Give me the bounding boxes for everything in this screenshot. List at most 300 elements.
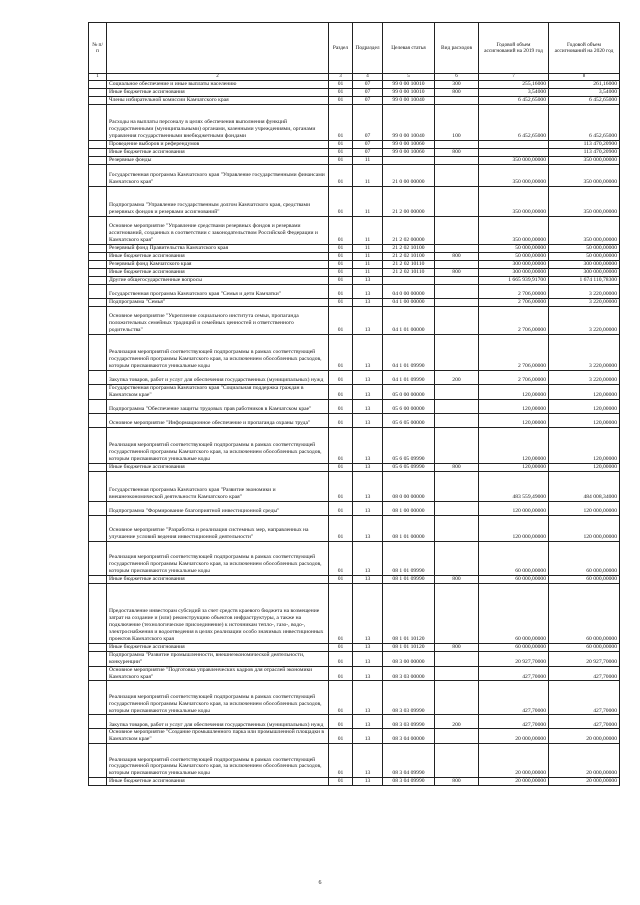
amount-2020-cell: 20 000,00000 xyxy=(549,729,620,744)
expense-type-cell: 800 xyxy=(435,575,479,583)
table-row xyxy=(89,245,620,253)
expense-type-cell xyxy=(435,261,479,269)
row-num-cell xyxy=(89,651,107,666)
target-article-cell: 21 2 02 10100 xyxy=(383,253,435,261)
amount-2020-cell: 20 000,00000 xyxy=(549,778,620,786)
table-row xyxy=(89,253,620,261)
podrazdel-cell: 07 xyxy=(353,89,383,97)
row-name-cell: Проведение выборов и референдумов xyxy=(107,141,329,149)
razdel-cell: 01 xyxy=(329,427,353,463)
podrazdel-cell: 13 xyxy=(353,307,383,335)
row-name-cell: Иные бюджетные ассигнования xyxy=(107,253,329,261)
amount-2020-cell: 20 000,00000 xyxy=(549,744,620,778)
target-article-cell: 08 1 01 10120 xyxy=(383,583,435,643)
amount-2020-cell: 3 220,00000 xyxy=(549,307,620,335)
column-index: 4 xyxy=(353,74,383,81)
column-index: 8 xyxy=(549,74,620,81)
expense-type-cell: 800 xyxy=(435,463,479,471)
row-num-cell xyxy=(89,157,107,165)
amount-2019-cell: 350 000,00000 xyxy=(479,187,549,217)
table-row xyxy=(89,541,620,575)
row-num-cell xyxy=(89,575,107,583)
podrazdel-cell: 13 xyxy=(353,399,383,413)
razdel-cell: 01 xyxy=(329,666,353,681)
row-num-cell xyxy=(89,187,107,217)
table-row xyxy=(89,157,620,165)
target-article-cell: 08 3 03 09990 xyxy=(383,715,435,729)
amount-2020-cell: 113 470,20900 xyxy=(549,141,620,149)
header-2019: Годовой объем ассигнований на 2019 год xyxy=(479,23,549,74)
row-num-cell xyxy=(89,666,107,681)
amount-2020-cell: 120,00000 xyxy=(549,399,620,413)
razdel-cell: 01 xyxy=(329,187,353,217)
amount-2019-cell: 120,00000 xyxy=(479,399,549,413)
row-name-cell: Основное мероприятие "Информационное обеспечение и пропаганда охраны труда" xyxy=(107,413,329,427)
row-name-cell: Реализация мероприятий соответствующей подпрограммы в рамках соответствующей государственной программы Камчатского края, за исключением обособленных расходов, которым присваиваются уникальные коды xyxy=(107,681,329,715)
row-name-cell: Реализация мероприятий соответствующей подпрограммы в рамках соответствующей государственной программы Камчатского края, за исключением обособленных расходов, которым присваиваются уникальные коды xyxy=(107,541,329,575)
expense-type-cell: 800 xyxy=(435,643,479,651)
amount-2020-cell: 120 000,00000 xyxy=(549,501,620,515)
amount-2019-cell: 120,00000 xyxy=(479,463,549,471)
table-row xyxy=(89,141,620,149)
amount-2019-cell: 350 000,00000 xyxy=(479,165,549,187)
target-article-cell: 21 2 02 00000 xyxy=(383,217,435,245)
amount-2020-cell: 3 220,00000 xyxy=(549,285,620,299)
header-vr: Вид расходов xyxy=(435,23,479,74)
amount-2020-cell: 3 220,00000 xyxy=(549,371,620,385)
row-num-cell xyxy=(89,245,107,253)
row-num-cell xyxy=(89,541,107,575)
razdel-cell: 01 xyxy=(329,277,353,285)
table-row xyxy=(89,715,620,729)
page-number: 6 xyxy=(318,880,322,886)
razdel-cell: 01 xyxy=(329,778,353,786)
row-name-cell: Другие общегосударственные вопросы xyxy=(107,277,329,285)
target-article-cell: 21 2 02 10110 xyxy=(383,269,435,277)
row-name-cell: Реализация мероприятий соответствующей подпрограммы в рамках соответствующей государственной программы Камчатского края, за исключением обособленных расходов, которым присваиваются уникальные коды xyxy=(107,427,329,463)
target-article-cell: 05 0 00 00000 xyxy=(383,385,435,400)
row-name-cell: Члены избирательной комиссии Камчатского края xyxy=(107,97,329,105)
amount-2020-cell: 6 452,65000 xyxy=(549,105,620,141)
row-num-cell xyxy=(89,413,107,427)
target-article-cell: 04 1 01 09990 xyxy=(383,371,435,385)
column-index-row xyxy=(89,74,620,81)
amount-2019-cell: 2 706,00000 xyxy=(479,335,549,371)
podrazdel-cell: 11 xyxy=(353,261,383,269)
podrazdel-cell: 13 xyxy=(353,463,383,471)
table-row xyxy=(89,97,620,105)
row-num-cell xyxy=(89,277,107,285)
row-num-cell xyxy=(89,299,107,307)
amount-2020-cell: 120,00000 xyxy=(549,413,620,427)
row-name-cell: Основное мероприятие "Укрепление социального института семьи, пропаганда положительных семейных традиций и семейных ценностей и ответственного родительства" xyxy=(107,307,329,335)
row-name-cell: Предоставление инвесторам субсидий за счет средств краевого бюджета на возмещение затрат на создание и (или) реконструкцию объектов инфраструктуры, а также на подключение (технологическое присоединение) к источникам тепло-, газо-, водо-, электроснабжения и водоотведения в целях реализации особо значимых инвестиционных проектов Камчатского края xyxy=(107,583,329,643)
podrazdel-cell: 11 xyxy=(353,217,383,245)
header-num: № п/п xyxy=(89,23,107,74)
row-name-cell: Иные бюджетные ассигнования xyxy=(107,149,329,157)
amount-2019-cell: 2 706,00000 xyxy=(479,285,549,299)
podrazdel-cell: 11 xyxy=(353,187,383,217)
row-num-cell xyxy=(89,399,107,413)
amount-2020-cell: 261,16000 xyxy=(549,81,620,89)
target-article-cell: 08 1 00 00000 xyxy=(383,501,435,515)
podrazdel-cell: 13 xyxy=(353,681,383,715)
row-num-cell xyxy=(89,285,107,299)
table-row xyxy=(89,187,620,217)
razdel-cell: 01 xyxy=(329,515,353,541)
target-article-cell: 08 3 03 09990 xyxy=(383,681,435,715)
header-name xyxy=(107,23,329,74)
amount-2019-cell: 483 559,49000 xyxy=(479,471,549,501)
amount-2019-cell: 300 000,00000 xyxy=(479,269,549,277)
expense-type-cell xyxy=(435,217,479,245)
podrazdel-cell: 07 xyxy=(353,149,383,157)
target-article-cell: 08 3 00 00000 xyxy=(383,651,435,666)
amount-2020-cell: 120 000,00000 xyxy=(549,515,620,541)
amount-2019-cell: 120 000,00000 xyxy=(479,501,549,515)
amount-2019-cell: 120,00000 xyxy=(479,427,549,463)
row-num-cell xyxy=(89,307,107,335)
razdel-cell: 01 xyxy=(329,413,353,427)
amount-2019-cell: 3,54000 xyxy=(479,89,549,97)
razdel-cell: 01 xyxy=(329,157,353,165)
expense-type-cell xyxy=(435,187,479,217)
target-article-cell: 08 1 01 09990 xyxy=(383,575,435,583)
amount-2019-cell: 300 000,00000 xyxy=(479,261,549,269)
target-article-cell: 08 1 01 09990 xyxy=(383,541,435,575)
target-article-cell xyxy=(383,157,435,165)
expense-type-cell xyxy=(435,515,479,541)
amount-2019-cell: 60 000,00000 xyxy=(479,575,549,583)
expense-type-cell xyxy=(435,165,479,187)
column-index: 2 xyxy=(107,74,329,81)
row-name-cell: Иные бюджетные ассигнования xyxy=(107,643,329,651)
razdel-cell: 01 xyxy=(329,217,353,245)
row-name-cell: Государственная программа Камчатского края "Семья и дети Камчатки" xyxy=(107,285,329,299)
expense-type-cell: 100 xyxy=(435,105,479,141)
amount-2019-cell: 60 000,00000 xyxy=(479,583,549,643)
row-name-cell: Государственная программа Камчатского края "Развитие экономики и внешнеэкономической деятельности Камчатского края" xyxy=(107,471,329,501)
row-num-cell xyxy=(89,744,107,778)
podrazdel-cell: 13 xyxy=(353,643,383,651)
podrazdel-cell: 07 xyxy=(353,97,383,105)
target-article-cell: 99 0 00 10040 xyxy=(383,105,435,141)
podrazdel-cell: 13 xyxy=(353,335,383,371)
amount-2019-cell: 20 927,70000 xyxy=(479,651,549,666)
row-num-cell xyxy=(89,141,107,149)
row-num-cell xyxy=(89,715,107,729)
table-row xyxy=(89,105,620,141)
target-article-cell: 05 6 05 09990 xyxy=(383,427,435,463)
table-row xyxy=(89,385,620,400)
row-num-cell xyxy=(89,165,107,187)
row-name-cell: Реализация мероприятий соответствующей подпрограммы в рамках соответствующей государственной программы Камчатского края, за исключением обособленных расходов, которым присваиваются уникальные коды xyxy=(107,744,329,778)
row-num-cell xyxy=(89,97,107,105)
razdel-cell: 01 xyxy=(329,253,353,261)
target-article-cell: 08 3 04 09990 xyxy=(383,778,435,786)
row-num-cell xyxy=(89,463,107,471)
target-article-cell: 08 3 04 00000 xyxy=(383,729,435,744)
table-row xyxy=(89,666,620,681)
amount-2019-cell: 427,70000 xyxy=(479,666,549,681)
table-row xyxy=(89,81,620,89)
expense-type-cell: 200 xyxy=(435,715,479,729)
amount-2020-cell: 60 000,00000 xyxy=(549,575,620,583)
row-num-cell xyxy=(89,371,107,385)
table-row xyxy=(89,643,620,651)
amount-2019-cell: 20 000,00000 xyxy=(479,744,549,778)
podrazdel-cell: 13 xyxy=(353,651,383,666)
amount-2020-cell: 427,70000 xyxy=(549,715,620,729)
expense-type-cell xyxy=(435,399,479,413)
podrazdel-cell: 11 xyxy=(353,157,383,165)
table-row xyxy=(89,744,620,778)
expense-type-cell xyxy=(435,541,479,575)
row-name-cell: Иные бюджетные ассигнования xyxy=(107,269,329,277)
expense-type-cell: 800 xyxy=(435,149,479,157)
row-num-cell xyxy=(89,261,107,269)
podrazdel-cell: 13 xyxy=(353,575,383,583)
expense-type-cell xyxy=(435,245,479,253)
amount-2020-cell: 427,70000 xyxy=(549,666,620,681)
razdel-cell: 01 xyxy=(329,715,353,729)
amount-2019-cell: 120,00000 xyxy=(479,413,549,427)
podrazdel-cell: 13 xyxy=(353,471,383,501)
amount-2019-cell: 20 000,00000 xyxy=(479,778,549,786)
target-article-cell: 05 6 00 00000 xyxy=(383,399,435,413)
expense-type-cell xyxy=(435,157,479,165)
razdel-cell: 01 xyxy=(329,651,353,666)
row-num-cell xyxy=(89,583,107,643)
column-index: 3 xyxy=(329,74,353,81)
row-name-cell: Подпрограмма "Управление государственным долгом Камчатского края, средствами резервных фондов и резервами ассигнований" xyxy=(107,187,329,217)
expense-type-cell: 800 xyxy=(435,778,479,786)
expense-type-cell: 800 xyxy=(435,89,479,97)
row-name-cell: Социальное обеспечение и иные выплаты населению xyxy=(107,81,329,89)
table-row xyxy=(89,651,620,666)
column-index: 6 xyxy=(435,74,479,81)
razdel-cell: 01 xyxy=(329,335,353,371)
table-row xyxy=(89,515,620,541)
razdel-cell: 01 xyxy=(329,471,353,501)
table-row xyxy=(89,427,620,463)
target-article-cell: 04 0 00 00000 xyxy=(383,285,435,299)
row-num-cell xyxy=(89,81,107,89)
expense-type-cell xyxy=(435,471,479,501)
razdel-cell: 01 xyxy=(329,245,353,253)
target-article-cell: 21 0 00 00000 xyxy=(383,165,435,187)
expense-type-cell: 800 xyxy=(435,253,479,261)
table-row xyxy=(89,149,620,157)
row-name-cell: Государственная программа Камчатского края "Управление государственными финансами Камчатского края" xyxy=(107,165,329,187)
podrazdel-cell: 13 xyxy=(353,371,383,385)
row-name-cell: Иные бюджетные ассигнования xyxy=(107,89,329,97)
razdel-cell: 01 xyxy=(329,399,353,413)
amount-2020-cell: 120,00000 xyxy=(549,463,620,471)
amount-2019-cell: 350 000,00000 xyxy=(479,217,549,245)
podrazdel-cell: 13 xyxy=(353,666,383,681)
row-num-cell xyxy=(89,149,107,157)
expense-type-cell xyxy=(435,413,479,427)
razdel-cell: 01 xyxy=(329,681,353,715)
amount-2019-cell: 6 452,65000 xyxy=(479,97,549,105)
amount-2019-cell xyxy=(479,141,549,149)
column-index: 1 xyxy=(89,74,107,81)
table-row xyxy=(89,463,620,471)
expense-type-cell xyxy=(435,744,479,778)
table-row xyxy=(89,399,620,413)
razdel-cell: 01 xyxy=(329,269,353,277)
row-name-cell: Основное мероприятие "Подготовка управленческих кадров для отраслей экономики Камчатского края" xyxy=(107,666,329,681)
row-name-cell: Государственная программа Камчатского края "Социальная поддержка граждан в Камчатском крае" xyxy=(107,385,329,400)
amount-2020-cell: 350 000,00000 xyxy=(549,165,620,187)
header-razdel: Раздел xyxy=(329,23,353,74)
amount-2020-cell: 6 452,65000 xyxy=(549,97,620,105)
podrazdel-cell: 13 xyxy=(353,729,383,744)
target-article-cell: 05 6 05 09990 xyxy=(383,463,435,471)
row-num-cell xyxy=(89,778,107,786)
header-csr: Целевая статья xyxy=(383,23,435,74)
razdel-cell: 01 xyxy=(329,583,353,643)
expense-type-cell xyxy=(435,97,479,105)
table-row xyxy=(89,471,620,501)
razdel-cell: 01 xyxy=(329,385,353,400)
amount-2020-cell: 350 000,00000 xyxy=(549,217,620,245)
amount-2020-cell: 350 000,00000 xyxy=(549,187,620,217)
target-article-cell: 99 0 00 10040 xyxy=(383,97,435,105)
amount-2020-cell: 20 927,70000 xyxy=(549,651,620,666)
budget-table-page xyxy=(88,22,619,786)
amount-2020-cell: 50 000,00000 xyxy=(549,253,620,261)
razdel-cell: 01 xyxy=(329,149,353,157)
table-row xyxy=(89,261,620,269)
target-article-cell: 08 1 01 00000 xyxy=(383,515,435,541)
table-row xyxy=(89,501,620,515)
amount-2020-cell: 60 000,00000 xyxy=(549,541,620,575)
amount-2019-cell: 2 706,00000 xyxy=(479,307,549,335)
expense-type-cell xyxy=(435,277,479,285)
razdel-cell: 01 xyxy=(329,463,353,471)
row-num-cell xyxy=(89,501,107,515)
podrazdel-cell: 13 xyxy=(353,299,383,307)
amount-2019-cell: 427,70000 xyxy=(479,681,549,715)
razdel-cell: 01 xyxy=(329,501,353,515)
amount-2019-cell: 255,16000 xyxy=(479,81,549,89)
header-2020: Годовой объем ассигнований на 2020 год xyxy=(549,23,620,74)
table-row xyxy=(89,299,620,307)
expense-type-cell xyxy=(435,427,479,463)
table-row xyxy=(89,729,620,744)
podrazdel-cell: 13 xyxy=(353,583,383,643)
expense-type-cell xyxy=(435,335,479,371)
podrazdel-cell: 11 xyxy=(353,245,383,253)
razdel-cell: 01 xyxy=(329,89,353,97)
target-article-cell: 04 1 00 00000 xyxy=(383,299,435,307)
razdel-cell: 01 xyxy=(329,541,353,575)
amount-2019-cell: 2 706,00000 xyxy=(479,371,549,385)
amount-2019-cell: 60 000,00000 xyxy=(479,541,549,575)
podrazdel-cell: 13 xyxy=(353,413,383,427)
amount-2019-cell: 2 706,00000 xyxy=(479,299,549,307)
amount-2019-cell: 350 000,00000 xyxy=(479,157,549,165)
column-index: 5 xyxy=(383,74,435,81)
table-header-row xyxy=(89,23,620,74)
target-article-cell: 21 2 02 10100 xyxy=(383,245,435,253)
razdel-cell: 01 xyxy=(329,285,353,299)
amount-2019-cell: 60 000,00000 xyxy=(479,643,549,651)
row-num-cell xyxy=(89,269,107,277)
expense-type-cell xyxy=(435,285,479,299)
table-row xyxy=(89,681,620,715)
row-name-cell: Закупка товаров, работ и услуг для обеспечения государственных (муниципальных) нужд xyxy=(107,371,329,385)
target-article-cell xyxy=(383,277,435,285)
podrazdel-cell: 13 xyxy=(353,744,383,778)
table-row xyxy=(89,89,620,97)
razdel-cell: 01 xyxy=(329,299,353,307)
row-num-cell xyxy=(89,471,107,501)
amount-2020-cell: 3,54000 xyxy=(549,89,620,97)
razdel-cell: 01 xyxy=(329,261,353,269)
row-name-cell: Закупка товаров, работ и услуг для обеспечения государственных (муниципальных) нужд xyxy=(107,715,329,729)
row-name-cell: Подпрограмма "Развитие промышленности, внешнеэкономической деятельности, конкуренции" xyxy=(107,651,329,666)
expense-type-cell: 800 xyxy=(435,269,479,277)
target-article-cell: 99 0 00 10010 xyxy=(383,89,435,97)
podrazdel-cell: 13 xyxy=(353,541,383,575)
amount-2020-cell: 1 674 110,78300 xyxy=(549,277,620,285)
row-name-cell: Подпрограмма "Обеспечение защиты трудовых прав работников в Камчатском крае" xyxy=(107,399,329,413)
target-article-cell: 04 1 01 09990 xyxy=(383,335,435,371)
expense-type-cell xyxy=(435,666,479,681)
row-num-cell xyxy=(89,427,107,463)
expense-type-cell xyxy=(435,299,479,307)
amount-2020-cell: 120,00000 xyxy=(549,427,620,463)
row-name-cell: Резервный фонд Правительства Камчатского края xyxy=(107,245,329,253)
row-name-cell: Основное мероприятие "Разработка и реализация системных мер, направленных на улучшение условий ведения инвестиционной деятельности" xyxy=(107,515,329,541)
row-name-cell: Иные бюджетные ассигнования xyxy=(107,575,329,583)
razdel-cell: 01 xyxy=(329,744,353,778)
target-article-cell: 08 1 01 10120 xyxy=(383,643,435,651)
amount-2019-cell: 427,70000 xyxy=(479,715,549,729)
table-row xyxy=(89,371,620,385)
table-row xyxy=(89,778,620,786)
razdel-cell: 01 xyxy=(329,371,353,385)
table-row xyxy=(89,335,620,371)
column-index: 7 xyxy=(479,74,549,81)
table-row xyxy=(89,583,620,643)
target-article-cell: 04 1 01 00000 xyxy=(383,307,435,335)
podrazdel-cell: 07 xyxy=(353,141,383,149)
podrazdel-cell: 11 xyxy=(353,165,383,187)
row-num-cell xyxy=(89,253,107,261)
podrazdel-cell: 13 xyxy=(353,501,383,515)
expense-type-cell xyxy=(435,583,479,643)
target-article-cell: 99 0 00 10060 xyxy=(383,149,435,157)
target-article-cell: 21 2 02 10110 xyxy=(383,261,435,269)
row-name-cell: Иные бюджетные ассигнования xyxy=(107,463,329,471)
table-row xyxy=(89,269,620,277)
row-num-cell xyxy=(89,515,107,541)
row-num-cell xyxy=(89,729,107,744)
amount-2019-cell: 20 000,00000 xyxy=(479,729,549,744)
row-num-cell xyxy=(89,105,107,141)
razdel-cell: 01 xyxy=(329,643,353,651)
podrazdel-cell: 13 xyxy=(353,715,383,729)
expense-type-cell xyxy=(435,141,479,149)
row-num-cell xyxy=(89,217,107,245)
podrazdel-cell: 11 xyxy=(353,269,383,277)
header-podrazdel: Подраздел xyxy=(353,23,383,74)
amount-2020-cell: 350 000,00000 xyxy=(549,157,620,165)
